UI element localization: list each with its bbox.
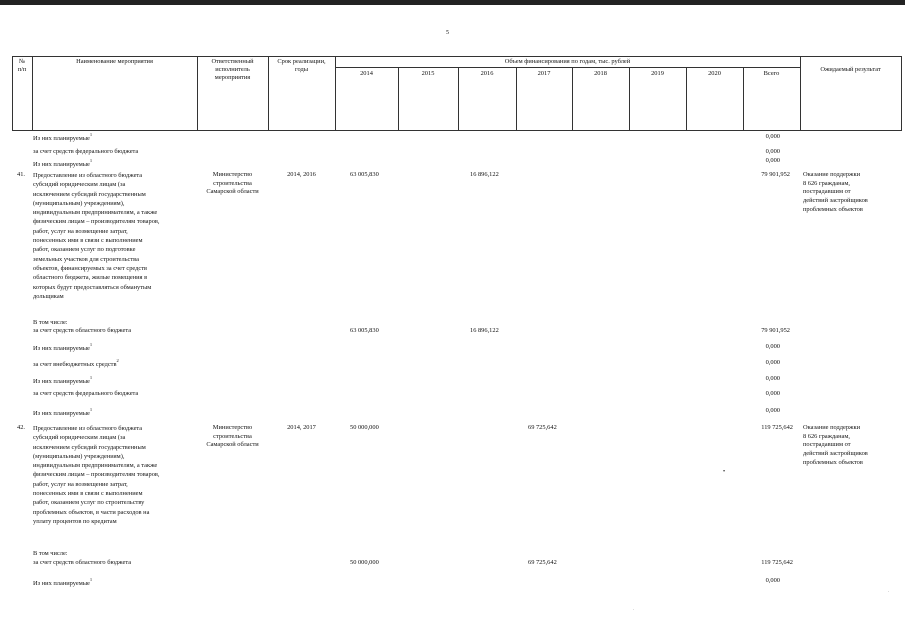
page-number: 5 (446, 30, 449, 36)
item-2017: 69 725,642 (528, 424, 557, 431)
item-total: 119 725,642 (761, 424, 793, 431)
row-total: 0,000 (765, 407, 780, 414)
item-executor: Министерство строительства Самарской области (206, 424, 259, 449)
scan-dot: • (723, 469, 726, 475)
row-total: 119 725,642 (761, 559, 793, 566)
header-num: № п/п (17, 58, 27, 73)
header-year-2018: 2018 (594, 70, 607, 77)
row-label: Из них планируемые$^1$ (33, 132, 93, 142)
row-total: 0,000 (765, 133, 780, 140)
header-total: Всего (763, 70, 780, 77)
item-result: Оказание поддержки 8 626 гражданам, пострадавшим от действий застройщиков проблемных объектов (803, 171, 868, 213)
row-2014: 50 000,000 (350, 559, 379, 566)
row-total: 0,000 (765, 359, 780, 366)
item-2014: 63 005,830 (350, 171, 379, 178)
row-total: 0,000 (765, 375, 780, 382)
item-executor: Министерство строительства Самарской области (206, 171, 259, 196)
row-total: 0,000 (765, 148, 780, 155)
row-2016: 16 896,122 (470, 327, 499, 334)
item-2016: 16 896,122 (470, 171, 499, 178)
item-name: Предоставление из областного бюджета субсидий юридическим лицам (за исключением субсидий государственным (муниципальным) учреждениям), индивидуальным предпринимателям, а также физическим лицам – производителям товаров, работ, услуг на возмещение затрат, понесенных ими в связи с выполнением работ, оказанием услуг по строительству проблемных объектов, в части расходов на уплату процентов по кредитам (33, 425, 160, 525)
row-label: Из них планируемые$^1$ (33, 577, 93, 587)
header-year-2016: 2016 (480, 70, 494, 77)
header-year-2014: 2014 (360, 70, 373, 77)
row-total: 0,000 (765, 390, 780, 397)
including-label: В том числе: (33, 319, 68, 326)
row-2014: 63 005,830 (350, 327, 379, 334)
row-label: за счет средств федерального бюджета (33, 148, 139, 155)
item-2014: 50 000,000 (350, 424, 379, 431)
row-2017: 69 725,642 (528, 559, 557, 566)
row-total: 79 901,952 (761, 327, 790, 334)
including-label: В том числе: (33, 550, 68, 557)
row-total: 0,000 (765, 343, 780, 350)
item-name: Предоставление из областного бюджета субсидий юридическим лицам (за исключением субсидий государственным (муниципальным) учреждениям), индивидуальным предпринимателям, а также физическим лицам – производителям товаров, работ, услуг на возмещение затрат, понесенных ими в связи с выполнением работ, оказанием услуг по подготовке земельных участков для строительства объектов, финансируемых за счет средств областного бюджета, жилые помещения в которых будут предоставляться обманутым дольщикам (33, 172, 160, 300)
item-term: 2014, 2017 (287, 424, 316, 431)
item-result: Оказание поддержки 8 626 гражданам, пострадавшим от действий застройщиков проблемных объектов (803, 424, 868, 466)
row-label: Из них планируемые$^1$ (33, 375, 93, 385)
header-year-2019: 2019 (651, 70, 664, 77)
row-label: за счет средств федерального бюджета (33, 390, 139, 397)
row-label: Из них планируемые$^1$ (33, 342, 93, 352)
header-funding: Объем финансирования по годам, тыс. рублей (504, 58, 631, 65)
row-label: Из них планируемые$^1$ (33, 407, 93, 417)
header-year-2017: 2017 (537, 70, 551, 77)
header-result: Ожидаемый результат (820, 66, 881, 73)
row-label: за счет внебюджетных средств$^2$ (33, 358, 119, 368)
row-total: 0,000 (765, 157, 780, 164)
header-executor: Ответственный исполнитель мероприятия (211, 58, 254, 81)
item-number: 42. (17, 424, 25, 431)
item-total: 79 901,952 (761, 171, 790, 178)
item-term: 2014, 2016 (287, 171, 316, 178)
header-name: Наименование мероприятия (76, 58, 153, 65)
row-label: Из них планируемые$^1$ (33, 158, 93, 168)
scan-speck: . (888, 588, 889, 593)
item-number: 41. (17, 171, 25, 178)
header-year-2020: 2020 (708, 70, 721, 77)
row-total: 0,000 (765, 577, 780, 584)
top-border (0, 0, 905, 5)
row-label: за счет средств областного бюджета (33, 559, 132, 566)
row-label: за счет средств областного бюджета (33, 327, 132, 334)
header-term: Срок реализации, годы (277, 58, 326, 73)
scan-speck: . (633, 606, 634, 611)
header-year-2015: 2015 (421, 70, 435, 77)
